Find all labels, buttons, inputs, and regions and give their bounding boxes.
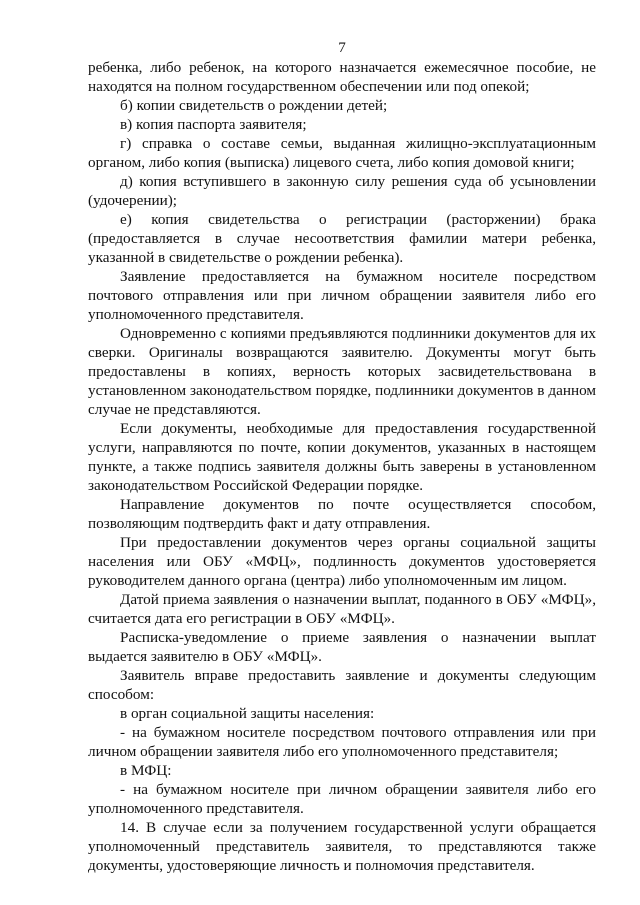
page-number: 7: [338, 39, 346, 56]
paragraph-originals: Одновременно с копиями предъявляются подлинники документов для их сверки. Оригиналы возвращаются заявителю. Документы могут быть предоставлены в копиях, верность которых засвидетельствована в установленном законодательством порядке, подлинники документов в данном случае не представляются.: [88, 325, 596, 418]
paragraph-continuation: ребенка, либо ребенок, на которого назначается ежемесячное пособие, не находятся на полном государственном обеспечении или под опекой;: [88, 59, 596, 95]
paragraph-mail-method: Направление документов по почте осуществляется способом, позволяющим подтвердить факт и дату отправления.: [88, 496, 596, 532]
paragraph-14-representative: 14. В случае если за получением государственной услуги обращается уполномоченный представитель заявителя, то представляются также документы, удостоверяющие личность и полномочия представителя.: [88, 819, 596, 874]
paragraph-submission: Заявление предоставляется на бумажном носителе посредством почтового отправления или при личном обращении заявителя либо его уполномоченного представителя.: [88, 268, 596, 323]
paragraph-mfc: в МФЦ:: [120, 762, 172, 779]
paragraph-social-protection: в орган социальной защиты населения:: [120, 705, 375, 722]
paragraph-submission-method: Заявитель вправе предоставить заявление и документы следующим способом:: [88, 667, 596, 703]
paragraph-paper-personal: - на бумажном носителе при личном обращении заявителя либо его уполномоченного представителя.: [88, 781, 596, 817]
paragraph-receipt-notice: Расписка-уведомление о приеме заявления о назначении выплат выдается заявителю в ОБУ «МФЦ».: [88, 629, 596, 665]
paragraph-item-g: г) справка о составе семьи, выданная жилищно-эксплуатационным органом, либо копия (выписка) лицевого счета, либо копия домовой книги;: [88, 135, 596, 171]
paragraph-authenticity: При предоставлении документов через органы социальной защиты населения или ОБУ «МФЦ», подлинность документов удостоверяется руководителем данного органа (центра) либо уполномоченным им лицом.: [88, 534, 596, 589]
paragraph-date-of-receipt: Датой приема заявления о назначении выплат, поданного в ОБУ «МФЦ», считается дата его регистрации в ОБУ «МФЦ».: [88, 591, 596, 627]
paragraph-mail: Если документы, необходимые для предоставления государственной услуги, направляются по почте, копии документов, указанных в настоящем пункте, а также подпись заявителя должны быть заверены в установленном законодательством Российской Федерации порядке.: [88, 420, 596, 494]
paragraph-item-b: б) копии свидетельств о рождении детей;: [120, 97, 388, 114]
paragraph-item-v: в) копия паспорта заявителя;: [120, 116, 307, 133]
paragraph-item-d: д) копия вступившего в законную силу решения суда об усыновлении (удочерении);: [88, 173, 596, 209]
paragraph-paper-mail-or-personal: - на бумажном носителе посредством почтового отправления или при личном обращении заявителя либо его уполномоченного представителя;: [88, 724, 596, 760]
paragraph-item-e: е) копия свидетельства о регистрации (расторжении) брака (предоставляется в случае несоответствия фамилии матери ребенка, указанной в свидетельстве о рождении ребенка).: [88, 211, 596, 266]
document-page: [88, 38, 596, 875]
